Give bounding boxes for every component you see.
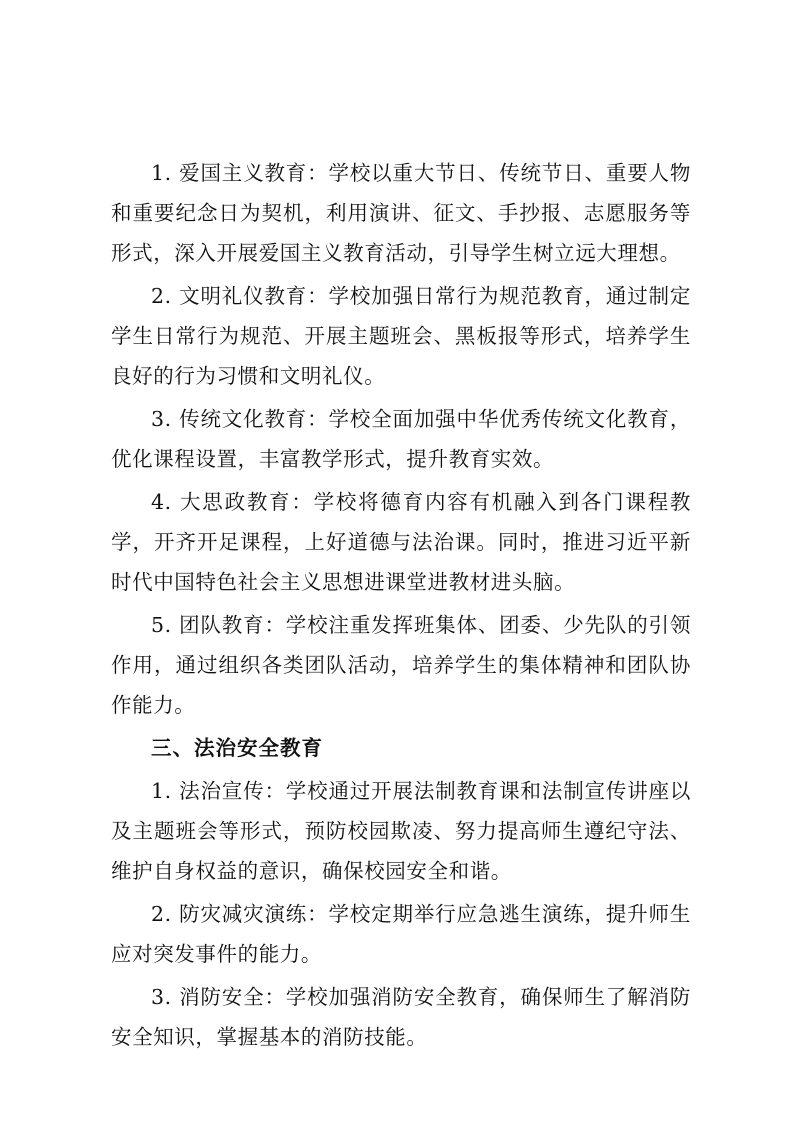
paragraph-legal-publicity: 1. 法治宣传：学校通过开展法制教育课和法制宣传讲座以及主题班会等形式，预防校园欺凌、努力提高师生遵纪守法、维护自身权益的意识，确保校园安全和谐。 xyxy=(111,779,691,883)
document-page xyxy=(111,153,691,1060)
section-heading: 三、法治安全教育 xyxy=(151,736,323,760)
paragraph-fire-safety: 3. 消防安全：学校加强消防安全教育，确保师生了解消防安全知识，掌握基本的消防技能。 xyxy=(111,985,691,1049)
paragraph-ideological-education: 4. 大思政教育：学校将德育内容有机融入到各门课程教学，开齐开足课程，上好道德与法治课。同时，推进习近平新时代中国特色社会主义思想进课堂进教材进头脑。 xyxy=(111,490,691,594)
paragraph-disaster-drill: 2. 防灾减灾演练：学校定期举行应急逃生演练，提升师生应对突发事件的能力。 xyxy=(111,902,691,966)
paragraph-team-education: 5. 团队教育：学校注重发挥班集体、团委、少先队的引领作用，通过组织各类团队活动，培养学生的集体精神和团队协作能力。 xyxy=(111,613,691,717)
paragraph-traditional-culture: 3. 传统文化教育：学校全面加强中华优秀传统文化教育，优化课程设置，丰富教学形式，提升教育实效。 xyxy=(111,407,691,471)
paragraph-patriotism: 1. 爱国主义教育：学校以重大节日、传统节日、重要人物和重要纪念日为契机，利用演讲、征文、手抄报、志愿服务等形式，深入开展爱国主义教育活动，引导学生树立远大理想。 xyxy=(111,161,691,265)
paragraph-etiquette: 2. 文明礼仪教育：学校加强日常行为规范教育，通过制定学生日常行为规范、开展主题班会、黑板报等形式，培养学生良好的行为习惯和文明礼仪。 xyxy=(111,284,691,388)
